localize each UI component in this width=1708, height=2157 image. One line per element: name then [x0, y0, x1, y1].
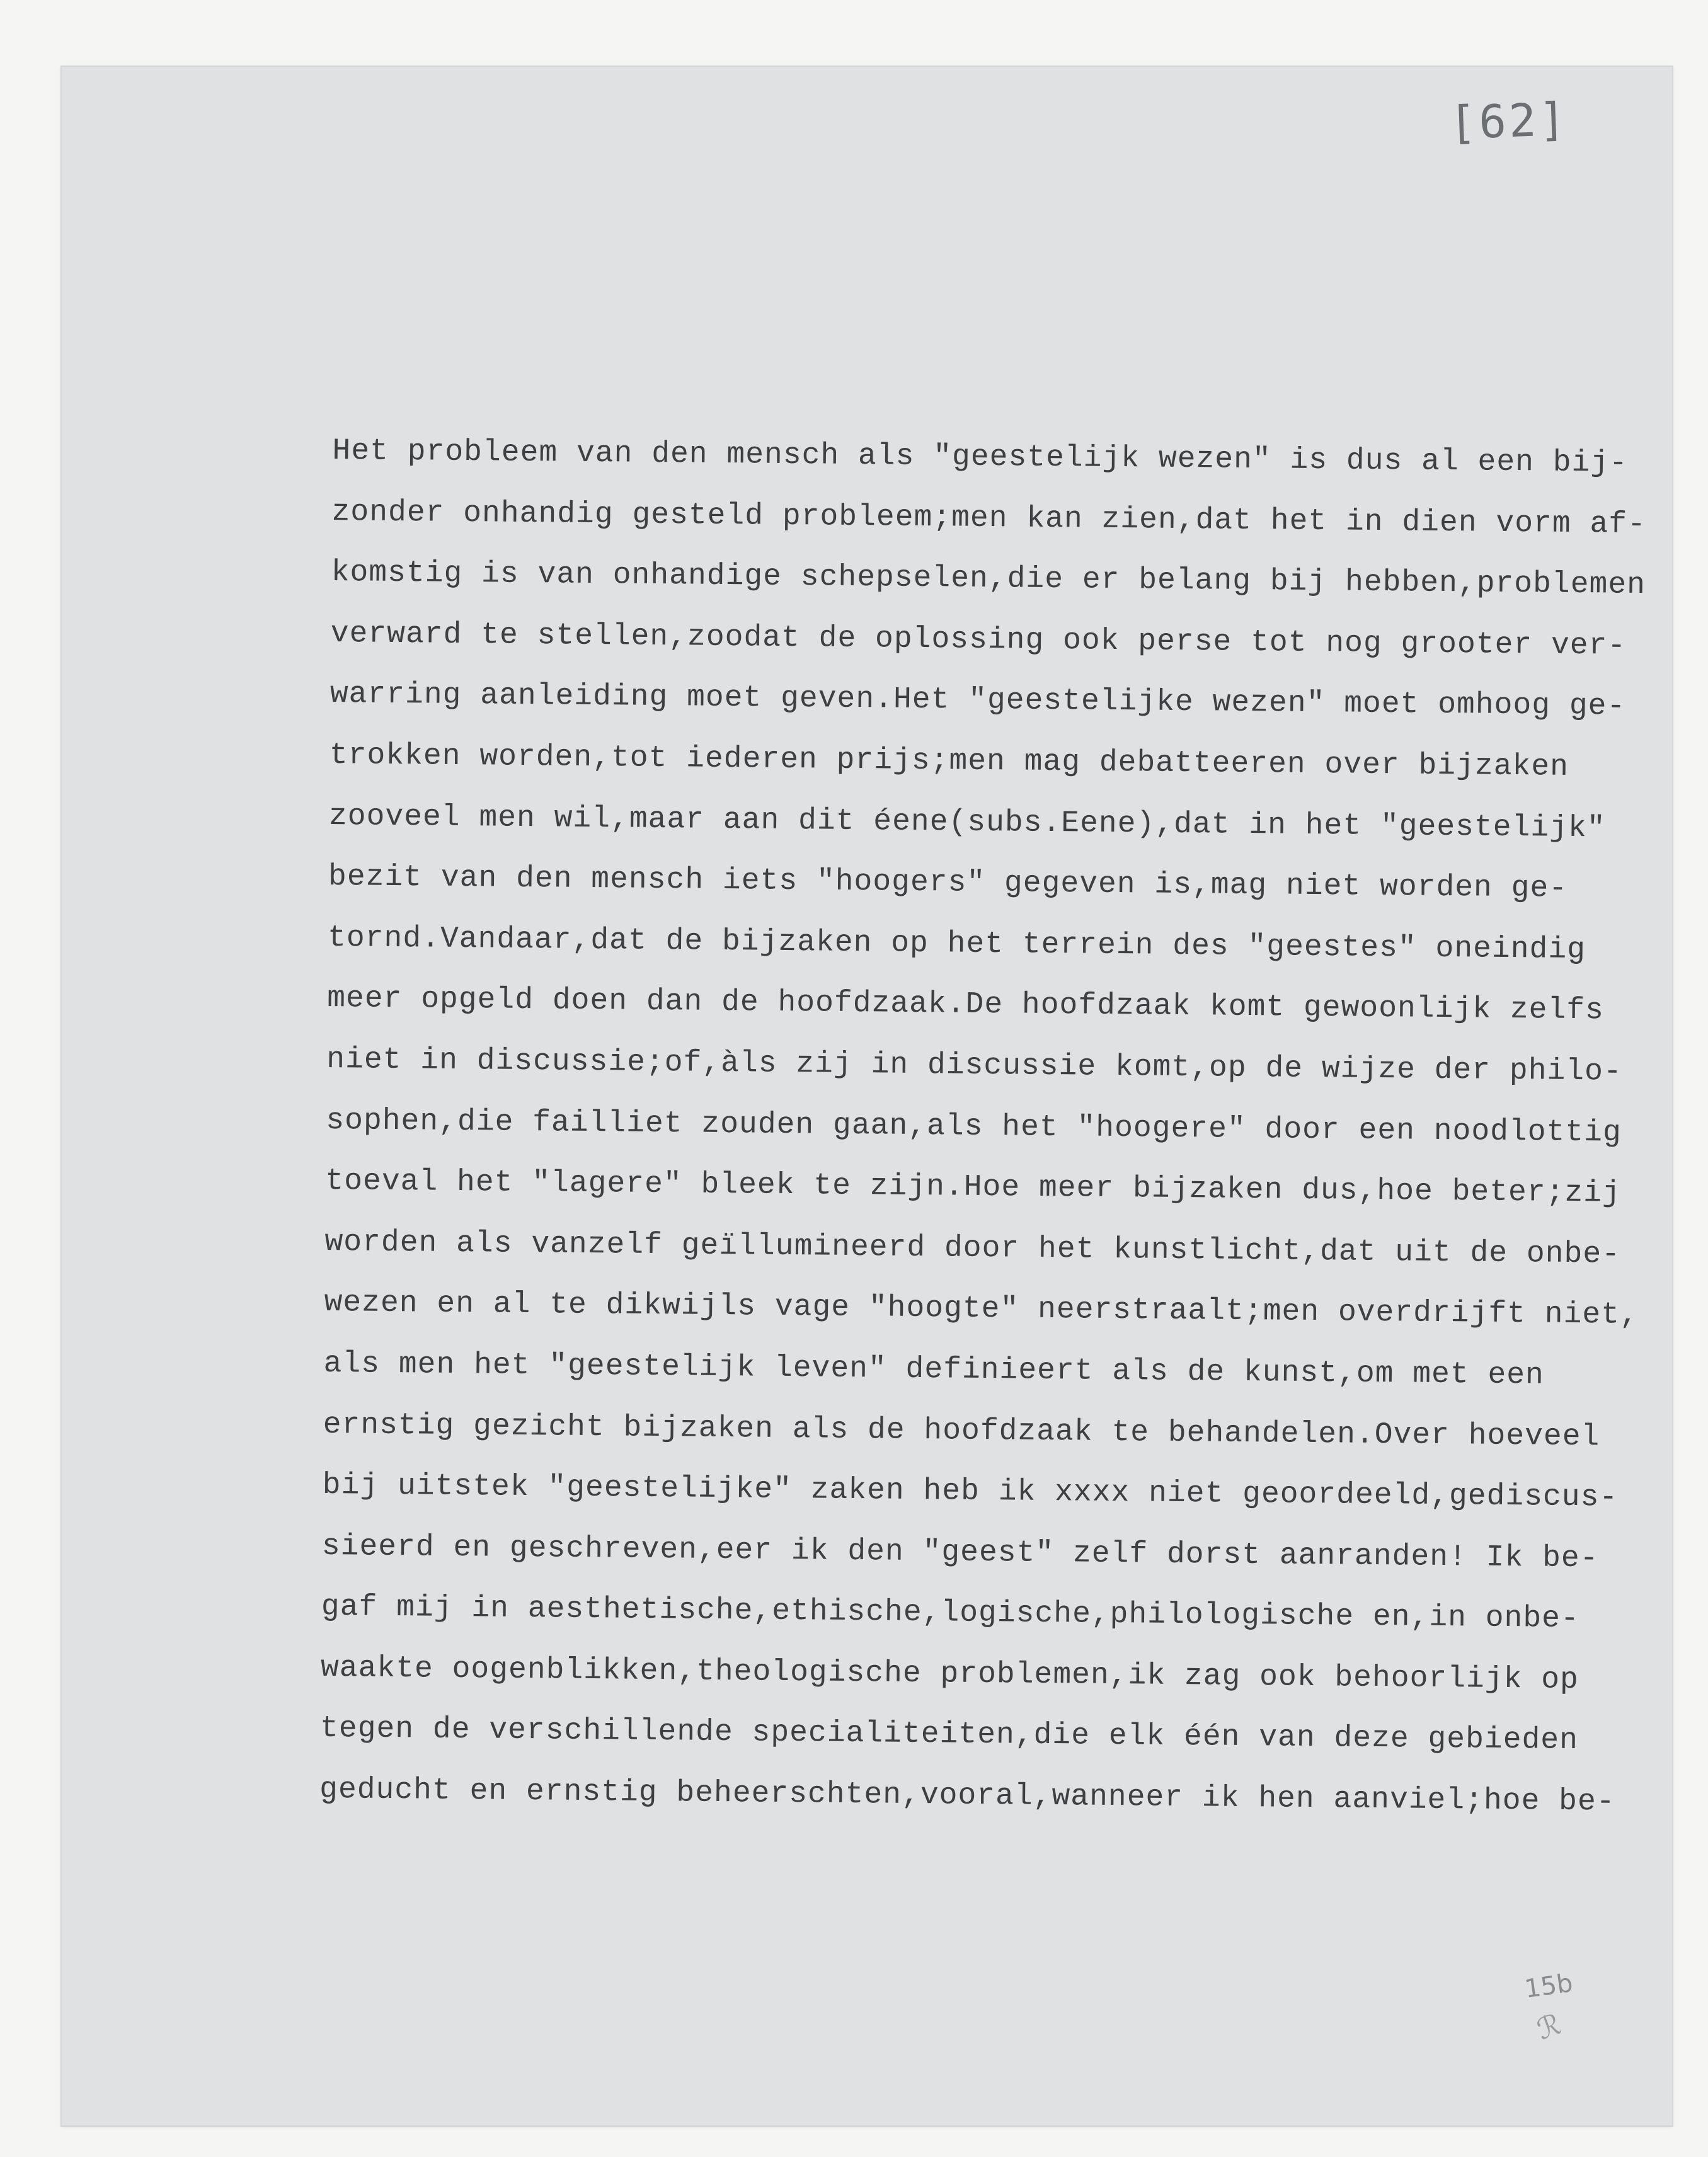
text-line-9: tornd.Vandaar,dat de bijzaken op het terrein des "geestes" oneindig — [327, 920, 1586, 967]
text-line-10: meer opgeld doen dan de hoofdzaak.De hoofdzaak komt gewoonlijk zelfs — [326, 981, 1605, 1028]
text-line-6: trokken worden,tot iederen prijs;men mag debatteeren over bijzaken — [329, 738, 1569, 784]
page-number: [62] — [1448, 92, 1569, 150]
text-line-14: worden als vanzelf geïllumineerd door het kunstlicht,dat uit de onbe- — [324, 1225, 1621, 1272]
text-line-19: sieerd en geschreven,eer ik den "geest" zelf dorst aanranden! Ik be- — [321, 1529, 1599, 1576]
text-line-18: bij uitstek "geestelijke" zaken heb ik xxxx niet geoordeeld,gediscus- — [322, 1468, 1619, 1515]
text-line-7: zooveel men wil,maar aan dit éene(subs.Eene),dat in het "geestelijk" — [328, 799, 1606, 845]
archive-mark: 15b — [1523, 1968, 1575, 2005]
text-line-16: als men het "geestelijk leven" definieert als de kunst,om met een — [323, 1346, 1545, 1393]
text-line-11: niet in discussie;of,àls zij in discussie komt,op de wijze der philo- — [326, 1042, 1622, 1089]
text-line-21: waakte oogenblikken,theologische problemen,ik zag ook behoorlijk op — [320, 1651, 1579, 1697]
text-line-2: zonder onhandig gesteld probleem;men kan zien,dat het in dien vorm af- — [331, 495, 1647, 542]
text-line-1: Het probleem van den mensch als "geestelijk wezen" is dus al een bij- — [332, 433, 1629, 481]
text-line-22: tegen de verschillende specialiteiten,die elk één van deze gebieden — [319, 1712, 1579, 1758]
text-line-13: toeval het "lagere" bleek te zijn.Hoe meer bijzaken dus,hoe beter;zij — [325, 1164, 1622, 1211]
text-line-4: verward te stellen,zoodat de oplossing ook perse tot nog grooter ver- — [330, 616, 1627, 663]
text-line-20: gaf mij in aesthetische,ethische,logische,philologische en,in onbe- — [321, 1590, 1580, 1637]
text-line-5: warring aanleiding moet geven.Het "geestelijke wezen" moet omhoog ge- — [330, 677, 1626, 724]
text-line-23: geducht en ernstig beheerschten,vooral,wanneer ik hen aanviel;hoe be- — [319, 1772, 1615, 1819]
text-line-8: bezit van den mensch iets "hoogers" gegeven is,mag niet worden ge- — [328, 860, 1568, 907]
archive-scribble: ℛ — [1532, 2006, 1566, 2047]
text-line-3: komstig is van onhandige schepselen,die er belang bij hebben,problemen — [331, 556, 1646, 603]
text-line-12: sophen,die failliet zouden gaan,als het "hoogere" door een noodlottig — [326, 1103, 1622, 1150]
typed-text-body — [319, 421, 1675, 1833]
text-line-15: wezen en al te dikwijls vage "hoogte" neerstraalt;men overdrijft niet, — [324, 1286, 1639, 1333]
text-line-17: ernstig gezicht bijzaken als de hoofdzaak te behandelen.Over hoeveel — [323, 1407, 1600, 1454]
